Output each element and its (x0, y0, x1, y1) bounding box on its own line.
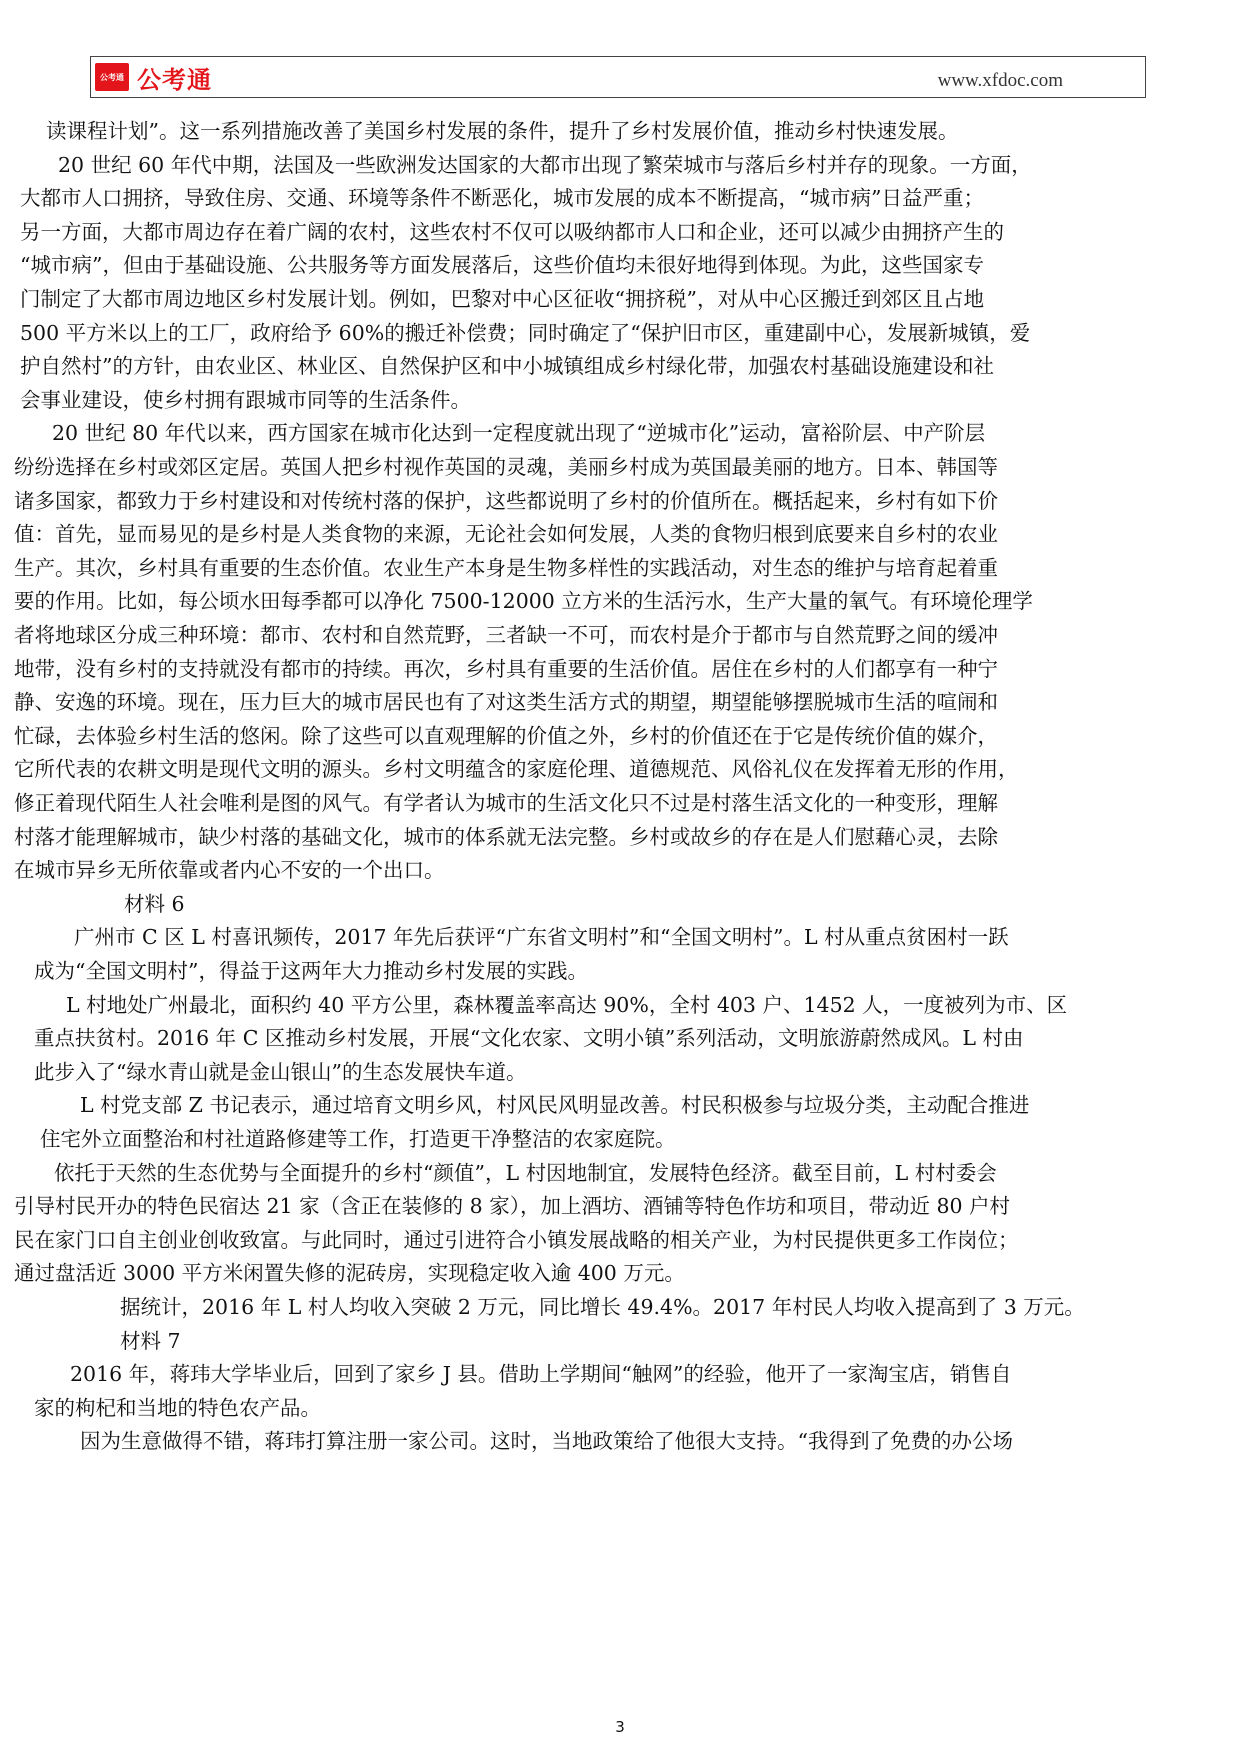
text-line: 村落才能理解城市，缺少村落的基础文化，城市的体系就无法完整。乡村或故乡的存在是人们慰藉心灵，去除 (14, 824, 998, 849)
text-line: 20 世纪 80 年代以来，西方国家在城市化达到一定程度就出现了“逆城市化”运动，富裕阶层、中产阶层 (52, 421, 986, 446)
text-line: 在城市异乡无所依靠或者内心不安的一个出口。 (14, 858, 445, 883)
text-line: 2016 年，蒋玮大学毕业后，回到了家乡 J 县。借助上学期间“触网”的经验，他开了一家淘宝店，销售自 (70, 1362, 1012, 1387)
text-line: 民在家门口自主创业创收致富。与此同时，通过引进符合小镇发展战略的相关产业，为村民提供更多工作岗位； (14, 1227, 1019, 1252)
logo (95, 60, 212, 94)
text-line: 据统计，2016 年 L 村人均收入突破 2 万元，同比增长 49.4%。2017 年村民人均收入提高到了 3 万元。 (120, 1295, 1085, 1319)
text-line: 忙碌，去体验乡村生活的悠闲。除了这些可以直观理解的价值之外，乡村的价值还在于它是传统价值的媒介， (14, 723, 998, 748)
text-line: 纷纷选择在乡村或郊区定居。英国人把乡村视作英国的灵魂，美丽乡村成为英国最美丽的地方。日本、韩国等 (14, 455, 998, 479)
text-line: 静、安逸的环境。现在，压力巨大的城市居民也有了对这类生活方式的期望，期望能够摆脱城市生活的喧闹和 (14, 690, 998, 715)
text-line: “城市病”，但由于基础设施、公共服务等方面发展落后，这些价值均未很好地得到体现。为此，这些国家专 (20, 253, 984, 278)
text-line: 诸多国家，都致力于乡村建设和对传统村落的保护，这些都说明了乡村的价值所在。概括起来，乡村有如下价 (14, 488, 998, 513)
text-line: 成为“全国文明村”，得益于这两年大力推动乡村发展的实践。 (34, 959, 588, 983)
page-number: 3 (615, 1718, 625, 1736)
text-line: 20 世纪 60 年代中期，法国及一些欧洲发达国家的大都市出现了繁荣城市与落后乡村并存的现象。一方面， (58, 152, 1032, 177)
text-line: 修正着现代陌生人社会唯利是图的风气。有学者认为城市的生活文化只不过是村落生活文化的一种变形，理解 (14, 791, 998, 815)
text-line: L 村地处广州最北，面积约 40 平方公里，森林覆盖率高达 90%，全村 403 户、1452 人，一度被列为市、区 (66, 992, 1068, 1017)
text-line: 引导村民开办的特色民宿达 21 家（含正在装修的 8 家），加上酒坊、酒铺等特色作坊和项目，带动近 80 户村 (14, 1194, 1011, 1219)
text-line: 生产。其次，乡村具有重要的生态价值。农业生产本身是生物多样性的实践活动，对生态的维护与培育起着重 (14, 555, 998, 580)
logo-badge-icon: 公考通 (95, 63, 129, 91)
text-line: 会事业建设，使乡村拥有跟城市同等的生活条件。 (20, 387, 471, 412)
text-line: 此步入了“绿水青山就是金山银山”的生态发展快车道。 (34, 1059, 527, 1084)
text-line: 家的枸杞和当地的特色农产品。 (34, 1395, 321, 1420)
text-line: 读课程计划”。这一系列措施改善了美国乡村发展的条件，提升了乡村发展价值，推动乡村快速发展。 (46, 119, 959, 143)
text-line: 地带，没有乡村的支持就没有都市的持续。再次，乡村具有重要的生活价值。居住在乡村的人们都享有一种宁 (14, 656, 998, 681)
text-line: 要的作用。比如，每公顷水田每季都可以净化 7500-12000 立方米的生活污水，生产大量的氧气。有环境伦理学 (14, 589, 1033, 614)
text-line: 大都市人口拥挤，导致住房、交通、环境等条件不断恶化，城市发展的成本不断提高，“城市病”日益严重； (20, 186, 984, 211)
text-line: 500 平方米以上的工厂，政府给予 60%的搬迁补偿费；同时确定了“保护旧市区，重建副中心，发展新城镇，爱 (20, 320, 1031, 345)
text-line: 重点扶贫村。2016 年 C 区推动乡村发展，开展“文化农家、文明小镇”系列活动，文明旅游蔚然成风。L 村由 (34, 1026, 1024, 1051)
text-line: 护自然村”的方针，由农业区、林业区、自然保护区和中小城镇组成乡村绿化带，加强农村基础设施建设和社 (20, 354, 994, 379)
text-line: 另一方面，大都市周边存在着广阔的农村，这些农村不仅可以吸纳都市人口和企业，还可以减少由拥挤产生的 (20, 219, 1004, 244)
text-line: 它所代表的农耕文明是现代文明的源头。乡村文明蕴含的家庭伦理、道德规范、风俗礼仪在发挥着无形的作用， (14, 757, 1019, 782)
text-line: 住宅外立面整治和村社道路修建等工作，打造更干净整洁的农家庭院。 (40, 1127, 676, 1151)
text-line: 值：首先，显而易见的是乡村是人类食物的来源，无论社会如何发展，人类的食物归根到底要来自乡村的农业 (14, 522, 998, 547)
text-line: 通过盘活近 3000 平方米闲置失修的泥砖房，实现稳定收入逾 400 万元。 (14, 1261, 685, 1286)
text-line: 材料 6 (124, 891, 185, 916)
text-line: L 村党支部 Z 书记表示，通过培育文明乡风，村风民风明显改善。村民积极参与垃圾分类，主动配合推进 (80, 1093, 1030, 1118)
text-line: 广州市 C 区 L 村喜讯频传，2017 年先后获评“广东省文明村”和“全国文明村”。L 村从重点贫困村一跃 (74, 925, 1009, 950)
text-line: 因为生意做得不错，蒋玮打算注册一家公司。这时，当地政策给了他很大支持。“我得到了免费的办公场 (80, 1429, 1013, 1454)
text-line: 依托于天然的生态优势与全面提升的乡村“颜值”，L 村因地制宜，发展特色经济。截至目前，L 村村委会 (54, 1160, 997, 1185)
text-line: 材料 7 (120, 1328, 181, 1353)
text-line: 门制定了大都市周边地区乡村发展计划。例如，巴黎对中心区征收“拥挤税”，对从中心区搬迁到郊区且占地 (20, 287, 984, 311)
page-header (90, 56, 1146, 98)
text-line: 者将地球区分成三种环境：都市、农村和自然荒野，三者缺一不可，而农村是介于都市与自然荒野之间的缓冲 (14, 623, 998, 647)
logo-text: 公考通 (137, 65, 212, 94)
site-url: www.xfdoc.com (937, 70, 1063, 91)
